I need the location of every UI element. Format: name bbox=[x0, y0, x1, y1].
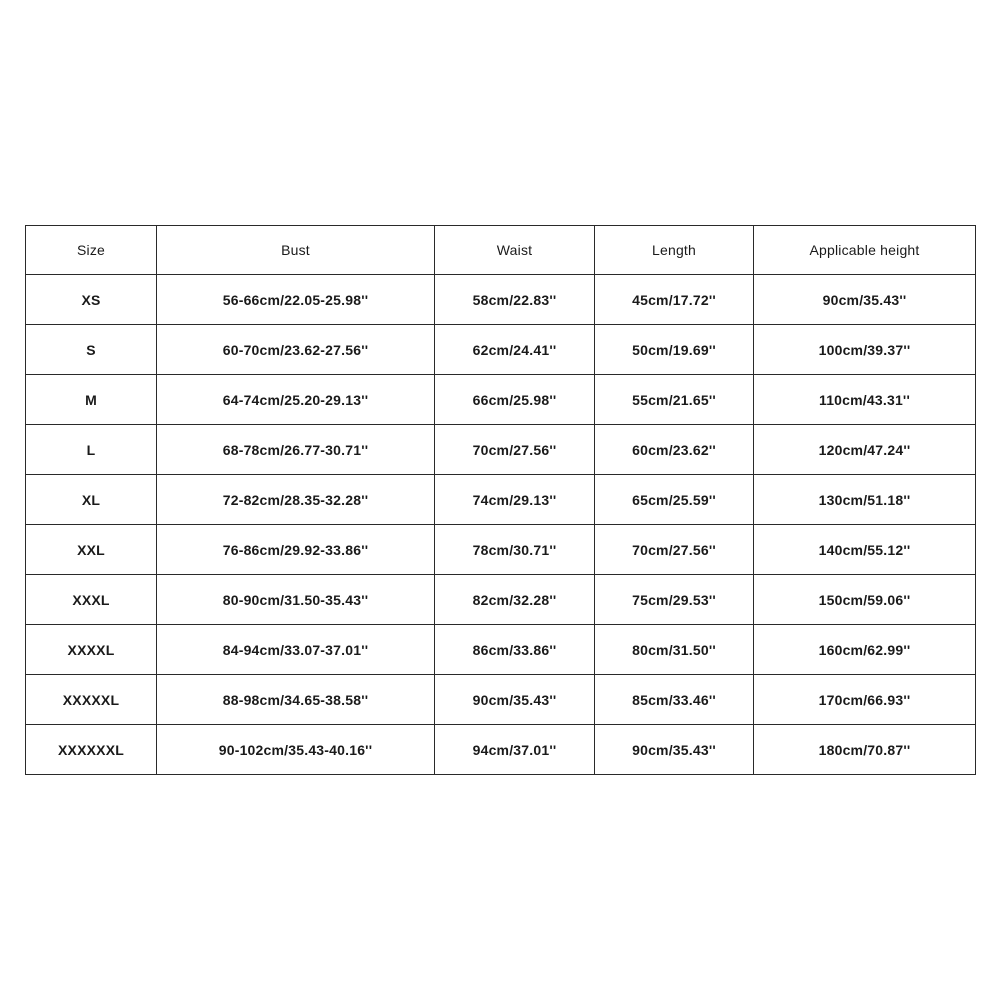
cell-size: XXXXXXL bbox=[26, 725, 157, 775]
cell-applicable-height: 150cm/59.06'' bbox=[754, 575, 976, 625]
cell-waist: 86cm/33.86'' bbox=[435, 625, 595, 675]
cell-bust: 60-70cm/23.62-27.56'' bbox=[157, 325, 435, 375]
cell-waist: 66cm/25.98'' bbox=[435, 375, 595, 425]
cell-bust: 56-66cm/22.05-25.98'' bbox=[157, 275, 435, 325]
cell-length: 75cm/29.53'' bbox=[595, 575, 754, 625]
cell-size: XXXXXL bbox=[26, 675, 157, 725]
cell-size: XXL bbox=[26, 525, 157, 575]
cell-applicable-height: 140cm/55.12'' bbox=[754, 525, 976, 575]
cell-length: 65cm/25.59'' bbox=[595, 475, 754, 525]
cell-size: S bbox=[26, 325, 157, 375]
header-bust: Bust bbox=[157, 226, 435, 275]
table-row bbox=[26, 675, 976, 725]
cell-bust: 72-82cm/28.35-32.28'' bbox=[157, 475, 435, 525]
cell-applicable-height: 170cm/66.93'' bbox=[754, 675, 976, 725]
cell-length: 60cm/23.62'' bbox=[595, 425, 754, 475]
cell-applicable-height: 100cm/39.37'' bbox=[754, 325, 976, 375]
header-waist: Waist bbox=[435, 226, 595, 275]
cell-bust: 90-102cm/35.43-40.16'' bbox=[157, 725, 435, 775]
cell-length: 50cm/19.69'' bbox=[595, 325, 754, 375]
size-chart-table bbox=[25, 225, 976, 775]
cell-size: XXXXL bbox=[26, 625, 157, 675]
cell-applicable-height: 180cm/70.87'' bbox=[754, 725, 976, 775]
header-length: Length bbox=[595, 226, 754, 275]
table-header-row bbox=[26, 226, 976, 275]
table-row bbox=[26, 275, 976, 325]
cell-size: XS bbox=[26, 275, 157, 325]
cell-waist: 58cm/22.83'' bbox=[435, 275, 595, 325]
cell-size: M bbox=[26, 375, 157, 425]
cell-bust: 68-78cm/26.77-30.71'' bbox=[157, 425, 435, 475]
cell-bust: 80-90cm/31.50-35.43'' bbox=[157, 575, 435, 625]
cell-bust: 88-98cm/34.65-38.58'' bbox=[157, 675, 435, 725]
table-row bbox=[26, 475, 976, 525]
cell-applicable-height: 110cm/43.31'' bbox=[754, 375, 976, 425]
cell-bust: 64-74cm/25.20-29.13'' bbox=[157, 375, 435, 425]
cell-waist: 70cm/27.56'' bbox=[435, 425, 595, 475]
cell-bust: 84-94cm/33.07-37.01'' bbox=[157, 625, 435, 675]
cell-length: 85cm/33.46'' bbox=[595, 675, 754, 725]
cell-length: 70cm/27.56'' bbox=[595, 525, 754, 575]
cell-length: 90cm/35.43'' bbox=[595, 725, 754, 775]
table-row bbox=[26, 725, 976, 775]
cell-applicable-height: 120cm/47.24'' bbox=[754, 425, 976, 475]
cell-waist: 74cm/29.13'' bbox=[435, 475, 595, 525]
cell-length: 55cm/21.65'' bbox=[595, 375, 754, 425]
cell-applicable-height: 90cm/35.43'' bbox=[754, 275, 976, 325]
cell-applicable-height: 130cm/51.18'' bbox=[754, 475, 976, 525]
cell-length: 45cm/17.72'' bbox=[595, 275, 754, 325]
cell-size: L bbox=[26, 425, 157, 475]
table-row bbox=[26, 625, 976, 675]
cell-bust: 76-86cm/29.92-33.86'' bbox=[157, 525, 435, 575]
cell-applicable-height: 160cm/62.99'' bbox=[754, 625, 976, 675]
cell-waist: 62cm/24.41'' bbox=[435, 325, 595, 375]
cell-length: 80cm/31.50'' bbox=[595, 625, 754, 675]
cell-size: XXXL bbox=[26, 575, 157, 625]
table-row bbox=[26, 325, 976, 375]
cell-size: XL bbox=[26, 475, 157, 525]
header-size: Size bbox=[26, 226, 157, 275]
header-applicable-height: Applicable height bbox=[754, 226, 976, 275]
cell-waist: 78cm/30.71'' bbox=[435, 525, 595, 575]
table-row bbox=[26, 525, 976, 575]
cell-waist: 94cm/37.01'' bbox=[435, 725, 595, 775]
table-row bbox=[26, 425, 976, 475]
cell-waist: 90cm/35.43'' bbox=[435, 675, 595, 725]
table-row bbox=[26, 575, 976, 625]
table-row bbox=[26, 375, 976, 425]
cell-waist: 82cm/32.28'' bbox=[435, 575, 595, 625]
